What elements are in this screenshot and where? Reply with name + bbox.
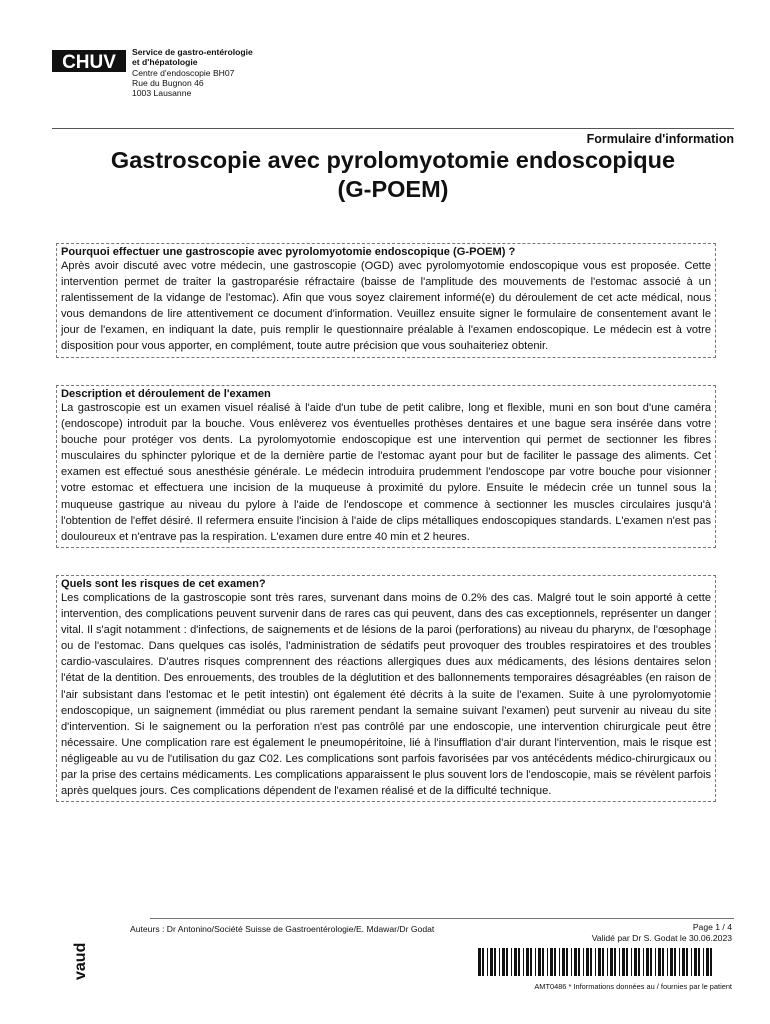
section-why-body: Après avoir discuté avec votre médecin, une gastroscopie (OGD) avec pyrolomyotomie endoscopique vous est proposée. Cette intervention permet de traiter la gastroparésie réfractaire (baisse de l'amplitude des mouvements de l'estomac associé à un ralentissement de la vidange de l'estomac). Afin que vous soyez clairement informé(e) du déroulement de cet acte médical, nous vous demandons de lire attentivement ce document d'information. Veuillez ensuite signer le formulaire de consentement avant le jour de l'examen, en indiquant la date, puis remplir le questionnaire préalable à l'examen endoscopique. Le médecin est à votre disposition pour vous apporter, en complément, toute autre précision que vous souhaiteriez obtenir. bbox=[61, 260, 711, 353]
barcode-bar bbox=[691, 948, 692, 976]
barcode-bar bbox=[634, 948, 637, 976]
authors: Auteurs : Dr Antonino/Société Suisse de Gastroentérologie/E. Mdawar/Dr Godat bbox=[130, 924, 435, 934]
service-name-line1: Service de gastro-entérologie bbox=[132, 47, 253, 57]
service-address bbox=[132, 47, 253, 98]
header bbox=[52, 47, 253, 98]
barcode-bar bbox=[670, 948, 673, 976]
barcode-bar bbox=[614, 948, 616, 976]
barcode-bar bbox=[626, 948, 628, 976]
barcode-bar bbox=[518, 948, 520, 976]
barcode-bar bbox=[655, 948, 656, 976]
barcode-bar bbox=[494, 948, 496, 976]
barcode-bar bbox=[607, 948, 608, 976]
barcode-bar bbox=[574, 948, 577, 976]
section-description-body: La gastroscopie est un examen visuel réalisé à l'aide d'un tube de petit calibre, long et flexible, muni en son bout d'une caméra (endoscope) introduit par la bouche. Vous enlèverez vos éventuelles prothèses dentaires et une bague sera insérée dans votre bouche pour protéger vos dents. La pyrolomyotomie endoscopique est une intervention qui permet de sectionner les fibres musculaires du sphincter pylorique et de la dernière partie de l'estomac ayant pour but de faciliter le passage des aliments. Cet examen est effectué sous anesthésie générale. Le médecin introduira prudemment l'endoscope par votre bouche pour visionner votre estomac et effectuera une incision de la muqueuse à proximité du pylore. Ensuite le médecin crée un tunnel sous la muqueuse gastrique au niveau du pylore à l'aide de l'endoscope et commence à sectionner les muscles circulaires jusqu'à l'obtention de l'effet désiré. Il refermera ensuite l'incision à l'aide de clips métalliques endoscopiques standards. L'examen n'est pas douloureux et n'entrave pas la respiration. L'examen dure entre 40 min et 2 heures. bbox=[61, 402, 711, 543]
section-description-heading: Description et déroulement de l'examen bbox=[61, 388, 271, 400]
section-why-heading: Pourquoi effectuer une gastroscopie avec pyrolomyotomie endoscopique (G-POEM) ? bbox=[61, 246, 516, 258]
barcode-bar bbox=[586, 948, 589, 976]
barcode-bar bbox=[535, 948, 536, 976]
barcode-bar bbox=[638, 948, 640, 976]
barcode-bar bbox=[706, 948, 709, 976]
barcode-bar bbox=[686, 948, 688, 976]
barcode-bar bbox=[595, 948, 596, 976]
barcode-bar bbox=[682, 948, 685, 976]
barcode-bar bbox=[514, 948, 517, 976]
barcode-bar bbox=[562, 948, 565, 976]
barcode-bar bbox=[643, 948, 644, 976]
barcode-bar bbox=[559, 948, 560, 976]
barcode-bar bbox=[631, 948, 632, 976]
barcode-bar bbox=[679, 948, 680, 976]
city-address: 1003 Lausanne bbox=[132, 88, 192, 99]
title-line1: Gastroscopie avec pyrolomyotomie endoscopique bbox=[110, 147, 676, 173]
barcode-bar bbox=[710, 948, 712, 976]
barcode-bar bbox=[674, 948, 676, 976]
barcode-bar bbox=[538, 948, 541, 976]
barcode-bar bbox=[703, 948, 704, 976]
barcode-bar bbox=[550, 948, 553, 976]
barcode-bar bbox=[547, 948, 548, 976]
barcode-bar bbox=[698, 948, 700, 976]
barcode-bar bbox=[566, 948, 568, 976]
barcode-bar bbox=[478, 948, 481, 976]
barcode-bar bbox=[482, 948, 484, 976]
barcode-bar bbox=[667, 948, 668, 976]
street-address: Rue du Bugnon 46 bbox=[132, 77, 204, 88]
barcode-bar bbox=[542, 948, 544, 976]
barcode-bar bbox=[658, 948, 661, 976]
chuv-logo bbox=[52, 47, 126, 75]
barcode-bar bbox=[502, 948, 505, 976]
barcode-bar bbox=[554, 948, 556, 976]
service-name-line2: et d'hépatologie bbox=[132, 57, 198, 68]
barcode-bar bbox=[598, 948, 601, 976]
form-label: Formulaire d'information bbox=[586, 132, 734, 146]
page-number: Page 1 / 4 bbox=[692, 922, 732, 932]
barcode-bar bbox=[662, 948, 664, 976]
title-line2: (G-POEM) bbox=[337, 176, 449, 202]
barcode-bar bbox=[511, 948, 512, 976]
barcode-bar bbox=[694, 948, 697, 976]
vaud-logo bbox=[70, 932, 90, 982]
barcode-bar bbox=[530, 948, 532, 976]
validation-note: Validé par Dr S. Godat le 30.06.2023 bbox=[591, 933, 732, 943]
barcode-bar bbox=[506, 948, 508, 976]
barcode-bar bbox=[583, 948, 584, 976]
barcode-bar bbox=[610, 948, 613, 976]
section-why bbox=[56, 243, 716, 358]
center-name: Centre d'endoscopie BH07 bbox=[132, 67, 235, 78]
barcode-bar bbox=[619, 948, 620, 976]
barcode-bar bbox=[602, 948, 604, 976]
barcode-bar bbox=[622, 948, 625, 976]
barcode-bar bbox=[490, 948, 493, 976]
barcode-bar bbox=[571, 948, 572, 976]
barcode-bar bbox=[590, 948, 592, 976]
page-title bbox=[52, 146, 734, 204]
section-description bbox=[56, 385, 716, 548]
barcode-bar bbox=[499, 948, 500, 976]
barcode-bar bbox=[487, 948, 488, 976]
patient-info-note: AMT0486 * Informations données au / fournies par le patient bbox=[534, 982, 732, 991]
barcode-bar bbox=[523, 948, 524, 976]
barcode-bar bbox=[526, 948, 529, 976]
section-risks bbox=[56, 575, 716, 802]
footer-divider bbox=[150, 918, 734, 919]
barcode-bar bbox=[650, 948, 652, 976]
svg-text:vaud: vaud bbox=[72, 942, 89, 980]
header-divider bbox=[52, 128, 734, 129]
section-risks-body: Les complications de la gastroscopie sont très rares, survenant dans moins de 0.2% des cas. Malgré tout le soin apporté à cette intervention, des complications peuvent survenir dans de rares cas qui peuvent, dans des cas exceptionnels, représenter un danger vital. Il s'agit notamment : d'infections, de saignements et de lésions de la paroi (perforations) au niveau du pharynx, de l'œsophage ou de l'estomac. Dans quelques cas isolés, l'administration de sédatifs peut provoquer des troubles respiratoires et des troubles cardio-vasculaires. D'autres risques comprennent des réactions allergiques dues aux médicaments, des lésions dentaires selon l'état de la dentition. Des enrouements, des troubles de la déglutition et des ballonnements temporaires désagréables (en raison de l'air subsistant dans l'estomac et le petit intestin) ont également été décrits à la suite de l'examen. Suite à une pyrolomyotomie endoscopique, un saignement (immédiat ou plus rarement pendant la semaine suivant l'examen) peut survenir au niveau du site d'intervention. Si le saignement ou la perforation n'est pas contrôlé par une endoscopie, une intervention chirurgicale peut être nécessaire. Une complication rare est également le pneumopéritoine, lié à l'insufflation d'air durant l'intervention, mais le risque est négligeable au vu de l'utilisation du gaz C02. Les complications sont parfois favorisées par vos antécédents médico-chirurgicaux ou par la prise des certains médicaments. Les complications apparaissent le plus souvent lors de l'endoscopie, mais se révèlent parfois après quelques jours. Ces complications dépendent de l'examen réalisé et de la difficulté technique. bbox=[61, 592, 711, 798]
svg-text:CHUV: CHUV bbox=[62, 52, 116, 73]
section-risks-heading: Quels sont les risques de cet examen? bbox=[61, 578, 266, 590]
barcode-bar bbox=[646, 948, 649, 976]
barcode bbox=[478, 948, 718, 976]
barcode-bar bbox=[578, 948, 580, 976]
